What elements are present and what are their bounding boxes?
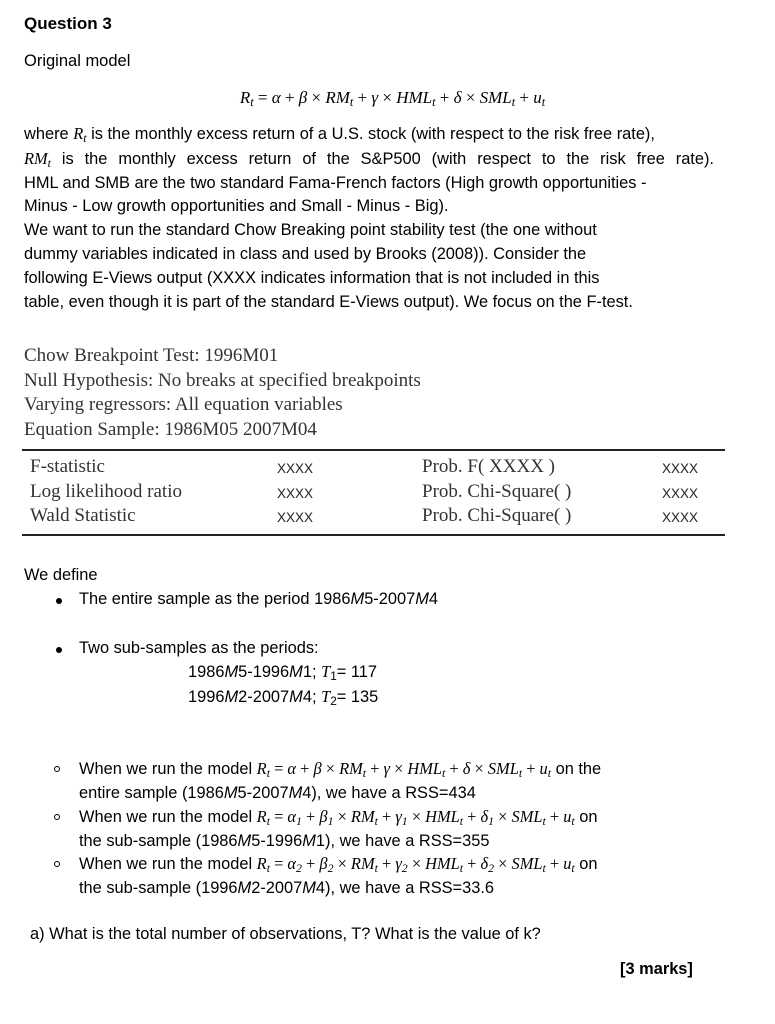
bullet-icon xyxy=(56,598,62,604)
original-model-label: Original model xyxy=(24,52,131,70)
chow-test-header xyxy=(24,344,421,442)
table-bottom-rule xyxy=(22,534,725,536)
marks-label: [3 marks] xyxy=(620,960,693,978)
null-hypothesis: Null Hypothesis: No breaks at specified breakpoints xyxy=(24,369,421,391)
table-row: F-statistic XXXX Prob. F( XXXX ) XXXX xyxy=(30,456,699,477)
circle-bullet-icon xyxy=(54,814,60,820)
chow-test-title: Chow Breakpoint Test: 1996M01 xyxy=(24,345,279,366)
circle-bullet-icon xyxy=(54,766,60,772)
table-row: Log likelihood ratio XXXX Prob. Chi-Square( ) XXXX xyxy=(30,481,699,502)
varying-regressors: Varying regressors: All equation variables xyxy=(24,394,343,415)
circle-bullet-icon xyxy=(54,861,60,867)
question-title: Question 3 xyxy=(24,14,112,33)
subsample-2: 1996M2-2007M4; $T_2= 135$ xyxy=(188,687,379,708)
run-subsample-1: When we run the model $R_t = \alpha_1 + \beta_1 \times RM_t + \gamma_1 \times HML_t + \delta_1 \times SML_t + u_t$ on the sub-sample (1986M5-1996M1), we have a RSS=355 xyxy=(79,807,598,850)
table-row: Wald Statistic XXXX Prob. Chi-Square( ) XXXX xyxy=(30,505,699,526)
run-entire-sample: When we run the model $R_t = \alpha + \beta \times RM_t + \gamma \times HML_t + \delta \times SML_t + u_t$ on the entire sample (1986M5-2007M4), we have a RSS=434 xyxy=(79,759,602,802)
bullet-sub-samples: Two sub-samples as the periods: xyxy=(79,639,319,657)
question-a: a) What is the total number of observations, T? What is the value of k? xyxy=(30,925,541,943)
model-description: where $R_t$ is the monthly excess return of a U.S. stock (with respect to the risk free rate), $RM_t$ is the monthly excess return of the S&P500 (with respect to the risk free rate). HML and SMB are the two standard Fama-French factors (High growth opportunities - Minus - Low growth opportunities and Small - Minus - Big). We want to run the standard Chow Breaking point stability test (the one without dummy variables indicated in class and used by Brooks (2008)). Consider the following E-Views output (XXXX indicates information that is not included in this table, even though it is part of the standard E-Views output). We focus on the F-test. xyxy=(24,124,714,311)
subsample-1: 1986M5-1996M1; $T_1= 117$ xyxy=(188,662,378,683)
we-define-label: We define xyxy=(24,566,98,584)
bullet-entire-sample: The entire sample as the period 1986M5-2007M4 xyxy=(79,590,439,608)
run-subsample-2: When we run the model $R_t = \alpha_2 + \beta_2 \times RM_t + \gamma_2 \times HML_t + \delta_2 \times SML_t + u_t$ on the sub-sample (1996M2-2007M4), we have a RSS=33.6 xyxy=(79,854,598,897)
model-equation: $R_t = \alpha + \beta \times RM_t + \gamma \times HML_t + \delta \times SML_t + u_t$ xyxy=(239,88,546,110)
table-top-rule xyxy=(22,449,725,451)
bullet-icon xyxy=(56,647,62,653)
equation-sample: Equation Sample: 1986M05 2007M04 xyxy=(24,418,317,440)
